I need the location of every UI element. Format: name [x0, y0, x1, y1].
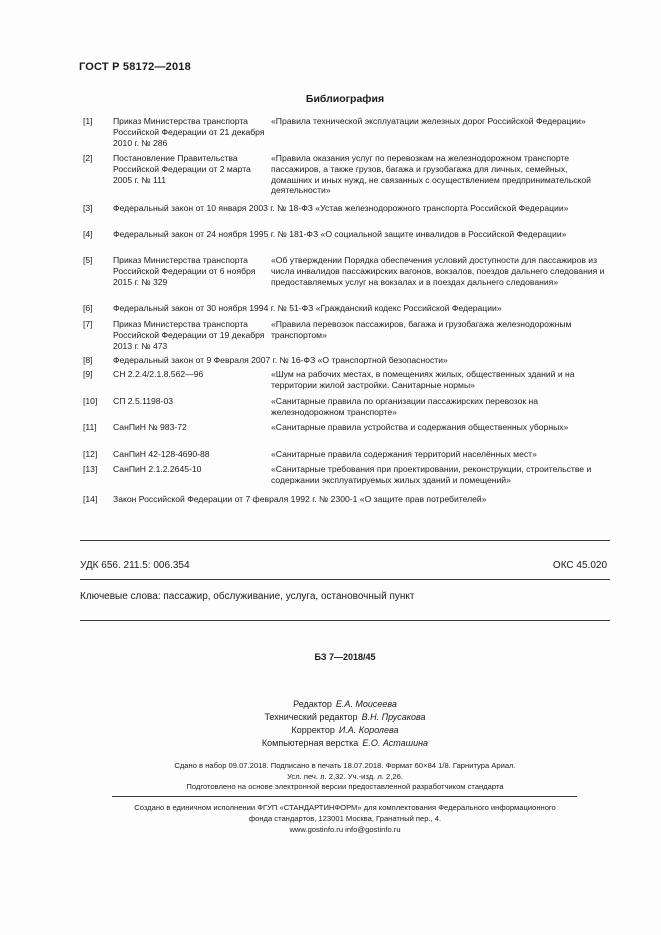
ref-number: [8]: [83, 355, 93, 365]
publisher-info: Создано в единичном исполнении ФГУП «СТАНДАРТИНФОРМ» для комплектования Федерального информационного: [134, 803, 556, 812]
ref-source: Приказ Министерства транспорта Российской Федерации от 6 ноября 2015 г. № 329: [113, 255, 256, 287]
ref-number: [4]: [83, 229, 93, 239]
ref-source: СанПиН 2.1.2.2645-10: [113, 464, 202, 474]
ref-title: «Санитарные требования при проектировании, реконструкции, строительстве и содержании эксплуатируемых жилых зданий и помещений»: [271, 464, 592, 485]
ref-text: Федеральный закон от 9 Февраля 2007 г. № 16-ФЗ «О транспортной безопасности»: [113, 355, 448, 365]
ref-title: «Правила технической эксплуатации железных дорог Российской Федерации»: [271, 116, 586, 126]
standard-code: ГОСТ Р 58172—2018: [79, 61, 191, 73]
ref-number: [2]: [83, 153, 93, 163]
staff-tech-editor: [0, 711, 661, 724]
oks-code: ОКС 45.020: [552, 560, 607, 571]
ref-title: «Санитарные правила устройства и содержания общественных уборных»: [271, 422, 569, 432]
ref-text: Федеральный закон от 30 ноября 1994 г. № 51-ФЗ «Гражданский кодекс Российской Федерации»: [113, 303, 502, 313]
keywords: Ключевые слова: пассажир, обслуживание, услуга, остановочный пункт: [80, 591, 415, 602]
ref-source: СН 2.2.4/2.1.8.562—96: [113, 369, 204, 379]
staff-role: Корректор: [291, 725, 335, 735]
divider-middle: [80, 579, 610, 580]
staff-name: В.Н. Прусакова: [361, 712, 426, 722]
staff-name: И.А. Королева: [338, 725, 399, 735]
ref-number: [7]: [83, 319, 93, 329]
ref-number: [14]: [83, 494, 98, 504]
ref-title: «Санитарные правила по организации пассажирских перевозок на железнодорожном транспорте»: [271, 396, 539, 417]
bibliography-title: Библиография: [305, 93, 385, 105]
udk-code: УДК 656. 211.5: 006.354: [80, 560, 190, 571]
divider-top: [80, 540, 610, 541]
ref-number: [6]: [83, 303, 93, 313]
ref-title: «Правила перевозок пассажиров, багажа и грузобагажа железнодорожным транспортом»: [271, 319, 572, 340]
divider-bottom: [80, 620, 610, 621]
print-details: Сдано в набор 09.07.2018. Подписано в печать 18.07.2018. Формат 60×84 1/8. Гарнитура Ариал.: [174, 761, 516, 770]
ref-source: Постановление Правительства Российской Федерации от 2 марта 2005 г. № 111: [113, 153, 251, 185]
publisher-contacts: www.gostinfo.ru info@gostinfo.ru: [289, 825, 401, 834]
staff-role: Компьютерная верстка: [261, 738, 359, 748]
ref-number: [13]: [83, 464, 98, 474]
ref-title: «Правила оказания услуг по перевозкам на железнодорожном транспорте пассажиров, а также грузов, багажа и грузобагажа для личных, семейных, домашних и иных нужд, не связанных с осуществлением предпринимательской деятельности»: [271, 153, 591, 196]
ref-source: Приказ Министерства транспорта Российской Федерации от 19 декабря 2013 г. № 473: [113, 319, 265, 351]
ref-text: Федеральный закон от 24 ноября 1995 г. № 181-ФЗ «О социальной защите инвалидов в Российской Федерации»: [113, 229, 567, 239]
bz-number: БЗ 7—2018/45: [314, 652, 376, 662]
ref-text: Федеральный закон от 10 января 2003 г. № 18-ФЗ «Устав железнодорожного транспорта Российской Федерации»: [113, 203, 569, 213]
ref-title: «Санитарные правила содержания территорий населённых мест»: [271, 449, 537, 459]
print-source-note: Подготовлено на основе электронной версии предоставленной разработчиком стандарта: [186, 782, 504, 791]
staff-role: Редактор: [293, 699, 332, 709]
staff-name: Е.А. Моисеева: [335, 699, 397, 709]
ref-number: [3]: [83, 203, 93, 213]
ref-title: «Об утверждении Порядка обеспечения условий доступности для пассажиров из числа инвалидов пассажирских вагонов, вокзалов, поездов дальнего следования и предоставляемых услуг на вокзалах и в поездах дальнего следования»: [271, 255, 605, 287]
staff-editor: [0, 698, 661, 711]
print-sheets: Усл. печ. л. 2,32. Уч.-изд. л. 2,26.: [287, 772, 403, 781]
ref-source: СанПиН № 983-72: [113, 422, 187, 432]
imprint-divider: [112, 796, 577, 797]
staff-corrector: [0, 724, 661, 737]
ref-number: [1]: [83, 116, 93, 126]
ref-text: Закон Российской Федерации от 7 февраля 1992 г. № 2300-1 «О защите прав потребителей»: [113, 494, 487, 504]
ref-number: [10]: [83, 396, 98, 406]
ref-title: «Шум на рабочих местах, в помещениях жилых, общественных зданий и на территории жилой застройки. Санитарные нормы»: [271, 369, 575, 390]
staff-role: Технический редактор: [264, 712, 358, 722]
ref-source: СанПиН 42-128-4690-88: [113, 449, 210, 459]
ref-number: [5]: [83, 255, 93, 265]
ref-number: [11]: [83, 422, 97, 432]
staff-name: Е.О. Асташина: [362, 738, 429, 748]
ref-number: [12]: [83, 449, 98, 459]
ref-source: СП 2.5.1198-03: [113, 396, 174, 406]
ref-number: [9]: [83, 369, 93, 379]
publisher-address: фонда стандартов, 123001 Москва, Гранатный пер., 4.: [248, 814, 442, 823]
staff-layout: [0, 737, 661, 750]
ref-source: Приказ Министерства транспорта Российской Федерации от 21 декабря 2010 г. № 286: [113, 116, 265, 148]
